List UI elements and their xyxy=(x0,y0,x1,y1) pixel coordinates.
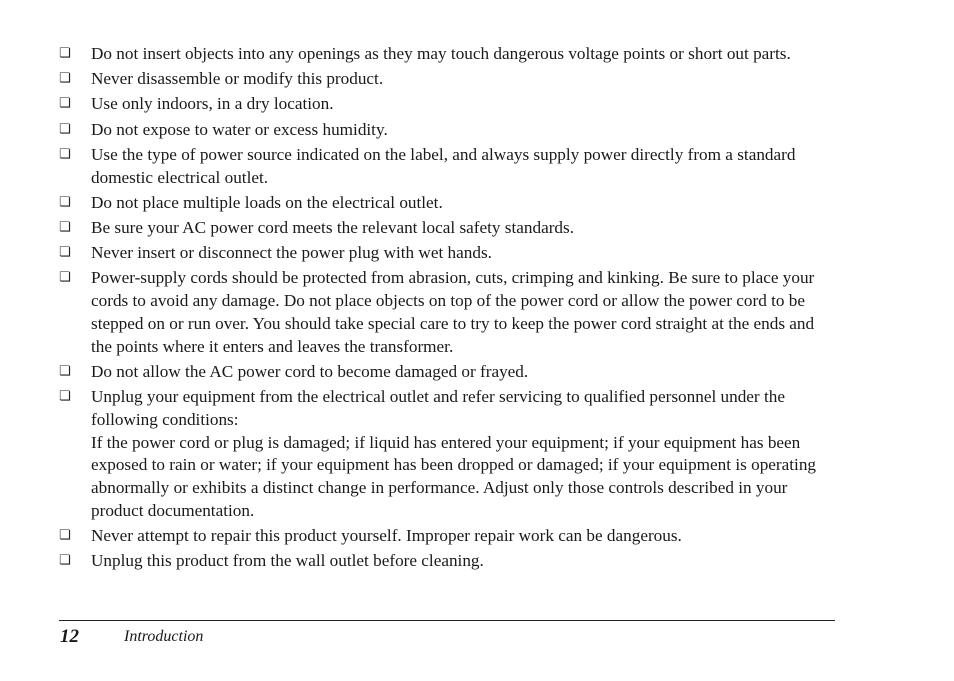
list-item xyxy=(59,192,839,215)
list-item xyxy=(59,144,839,190)
checkbox-bullet-icon: ❏ xyxy=(59,71,71,87)
list-item xyxy=(59,267,839,358)
list-item-text: Use the type of power source indicated on the label, and always supply power directly from a standard domestic electrical outlet. xyxy=(91,144,796,187)
checkbox-bullet-icon: ❏ xyxy=(59,121,71,137)
list-item xyxy=(59,217,839,240)
list-item-text: Never attempt to repair this product yourself. Improper repair work can be dangerous. xyxy=(91,526,682,546)
page-number: 12 xyxy=(60,626,79,647)
checkbox-bullet-icon: ❏ xyxy=(59,146,71,162)
list-item-text: Do not insert objects into any openings as they may touch dangerous voltage points or short out parts. xyxy=(91,44,791,63)
checkbox-bullet-icon: ❏ xyxy=(59,96,71,112)
checkbox-bullet-icon: ❏ xyxy=(59,528,71,544)
checkbox-bullet-icon: ❏ xyxy=(59,46,71,61)
list-item-text: Never disassemble or modify this product. xyxy=(91,69,384,89)
checkbox-bullet-icon: ❏ xyxy=(59,245,71,261)
list-item-text: Unplug this product from the wall outlet before cleaning. xyxy=(91,551,484,571)
list-item xyxy=(59,93,839,116)
list-item-text: Do not place multiple loads on the electrical outlet. xyxy=(91,192,443,212)
list-item-text: Use only indoors, in a dry location. xyxy=(91,94,334,114)
checkbox-bullet-icon: ❏ xyxy=(59,194,71,210)
checkbox-bullet-icon: ❏ xyxy=(59,270,71,286)
checkbox-bullet-icon: ❏ xyxy=(59,553,71,569)
list-item-text: Power-supply cords should be protected from abrasion, cuts, crimping and kinking. Be sure to place your cords to avoid any damage. Do not place objects on top of the power cord or allow the power cord to be stepped on or run over. You should take special care to try to keep the power cord straight at the ends and the points where it enters and leaves the transformer. xyxy=(91,268,815,356)
list-item-text: Unplug your equipment from the electrical outlet and refer servicing to qualified personnel under the following conditions: xyxy=(91,387,785,429)
list-item-text: Do not expose to water or excess humidity. xyxy=(91,119,388,139)
footer-rule xyxy=(59,620,835,621)
checkbox-bullet-icon: ❏ xyxy=(59,363,71,379)
list-item xyxy=(59,43,839,66)
list-item xyxy=(59,68,839,91)
list-item-text: If the power cord or plug is damaged; if liquid has entered your equipment; if your equipment has been exposed to rain or water; if your equipment has been dropped or damaged; if your equipment is operating abnormally or exhibits a distinct change in performance. Adjust only those controls described in your product documentation. xyxy=(91,432,817,521)
list-item-text: Do not allow the AC power cord to become damaged or frayed. xyxy=(91,361,529,381)
list-item xyxy=(59,361,839,384)
list-item xyxy=(59,242,839,265)
list-item-text: Be sure your AC power cord meets the relevant local safety standards. xyxy=(91,217,575,237)
safety-instructions-list xyxy=(59,43,839,576)
checkbox-bullet-icon: ❏ xyxy=(59,389,71,405)
list-item xyxy=(59,119,839,142)
list-item xyxy=(59,386,839,523)
checkbox-bullet-icon: ❏ xyxy=(59,219,71,235)
list-item-text: Never insert or disconnect the power plug with wet hands. xyxy=(91,243,492,263)
list-item xyxy=(59,550,839,573)
list-item xyxy=(59,525,839,548)
footer-section-title: Introduction xyxy=(124,628,204,645)
